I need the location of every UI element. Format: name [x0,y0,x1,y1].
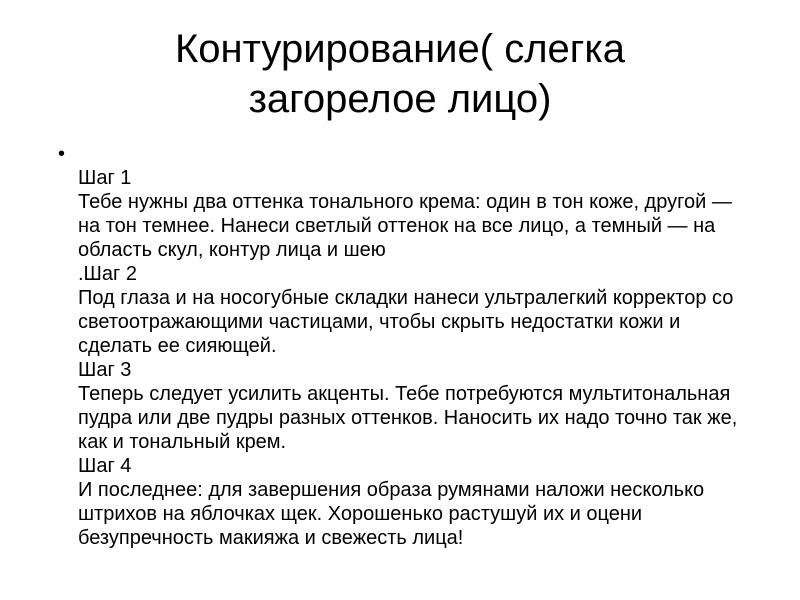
body-line-step1-text: Тебе нужны два оттенка тонального крема: один в тон коже, другой — на тон темнее. Нанеси светлый оттенок на все лицо, а темный — на область скул, контур лица и шею [78,191,732,261]
body-line-step2-text: Под глаза и на носогубные складки нанеси ультралегкий корректор со светоотражающими частицами, чтобы скрыть недостатки кожи и сделать ее сияющей. [78,287,734,357]
body-line-step2-heading: .Шаг 2 [78,263,137,285]
slide-title: Контурирование( слегка загорелое лицо) [175,27,625,121]
slide-body [58,142,750,550]
body-line-step4-heading: Шаг 4 [78,455,132,477]
body-line-step3-heading: Шаг 3 [78,359,132,381]
body-line-step3-text: Теперь следует усилить акценты. Тебе потребуются мультитональная пудра или две пудры разных оттенков. Наносить их надо точно так же, как и тональный крем. [78,383,738,453]
bullet-row [58,142,750,166]
body-text-block [78,166,750,550]
bullet-marker-icon: • [58,143,66,165]
body-line-step4-text: И последнее: для завершения образа румянами наложи несколько штрихов на яблочках щек. Хорошенько растушуй их и оцени безупречность макияжа и свежесть лица! [78,479,705,549]
body-line-step1-heading: Шаг 1 [78,167,132,189]
